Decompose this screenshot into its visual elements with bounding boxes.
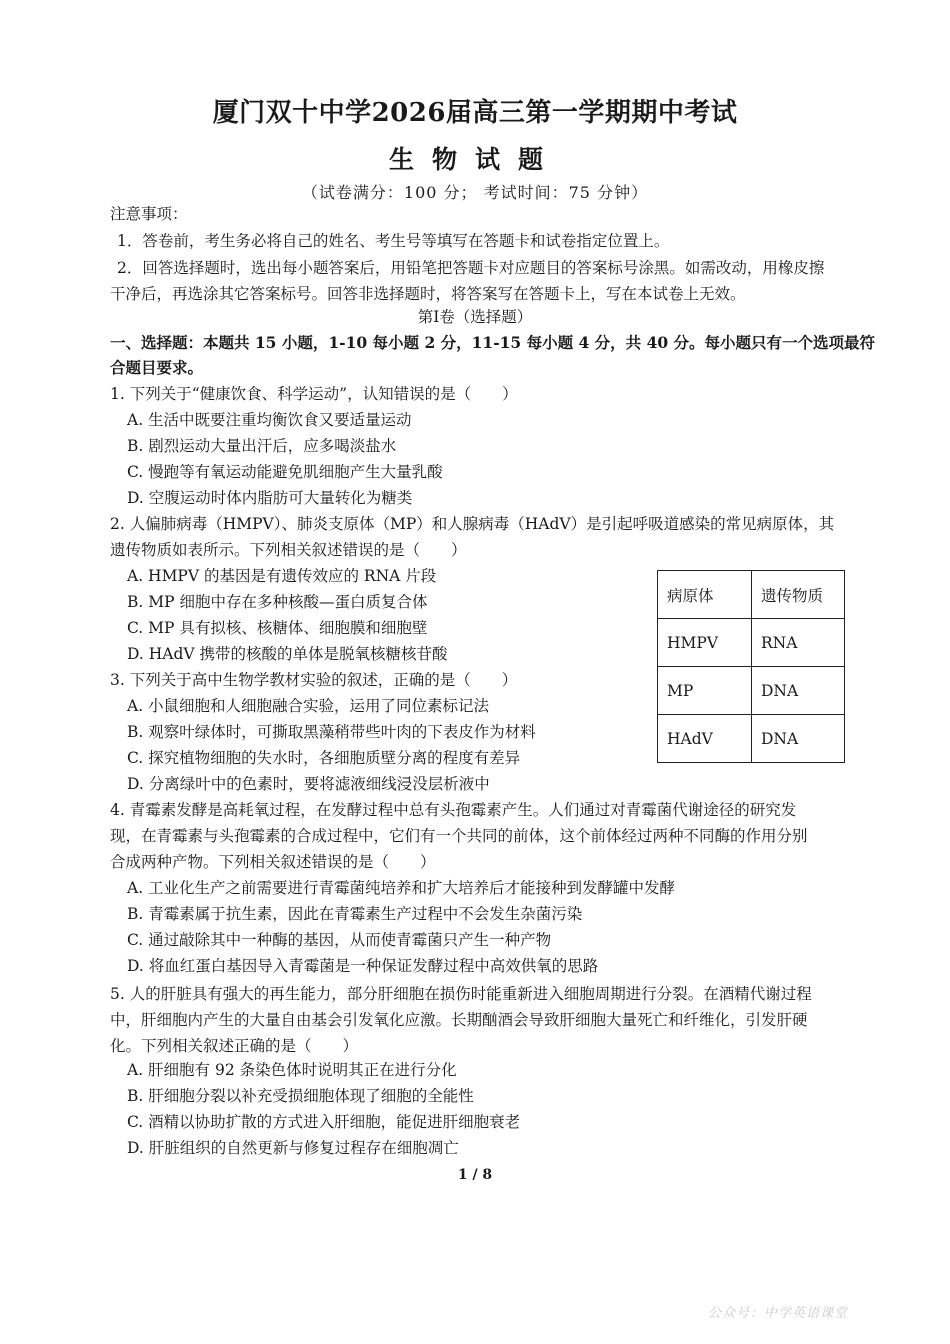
section-instructions-line-2: 合题目要求。 [110,358,204,377]
question-2-option-b: B. MP 细胞中存在多种核酸—蛋白质复合体 [127,593,428,611]
exam-info: （试卷满分：100 分； 考试时间：75 分钟） [301,183,649,202]
notes-item-1: 1．答卷前，考生务必将自己的姓名、考生号等填写在答题卡和试卷指定位置上。 [117,232,670,250]
question-4-stem-line-3: 合成两种产物。下列相关叙述错误的是（ ） [110,853,436,871]
question-5-stem-line-3: 化。下列相关叙述正确的是（ ） [110,1037,359,1055]
question-4-option-a: A. 工业化生产之前需要进行青霉菌纯培养和扩大培养后才能接种到发酵罐中发酵 [127,879,676,897]
question-5-option-a: A. 肝细胞有 92 条染色体时说明其正在进行分化 [127,1061,457,1079]
question-3-stem: 3. 下列关于高中生物学教材实验的叙述，正确的是（ ） [110,671,518,689]
page-number: 1 / 8 [457,1167,493,1183]
table-header-row [658,571,845,619]
question-3-option-b: B. 观察叶绿体时，可撕取黑藻稍带些叶肉的下表皮作为材料 [127,723,536,741]
question-1-option-d: D. 空腹运动时体内脂肪可大量转化为糖类 [127,489,413,507]
section-instructions-line-1: 一、选择题：本题共 15 小题，1-10 每小题 2 分，11-15 每小题 4 分，共 40 分。每小题只有一个选项最符 [110,333,876,352]
notes-item-2-line-2: 干净后，再选涂其它答案标号。回答非选择题时，将答案写在答题卡上，写在本试卷上无效。 [110,285,746,303]
table-header-cell: 遗传物质 [752,571,845,619]
question-5-option-b: B. 肝细胞分裂以补充受损细胞体现了细胞的全能性 [127,1087,474,1105]
table-row [658,715,845,763]
question-1-option-a: A. 生活中既要注重均衡饮食又要适量运动 [127,411,412,429]
subject-title: 生物试题 [388,145,561,174]
table-cell: DNA [752,715,845,763]
question-5-stem-line-1: 5. 人的肝脏具有强大的再生能力，部分肝细胞在损伤时能重新进入细胞周期进行分裂。在酒精代谢过程 [110,985,812,1003]
table-row [658,619,845,667]
table-cell: HAdV [658,715,752,763]
notes-heading: 注意事项： [110,205,188,223]
question-3-option-c: C. 探究植物细胞的失水时，各细胞质壁分离的程度有差异 [127,749,521,767]
question-3-option-a: A. 小鼠细胞和人细胞融合实验，运用了同位素标记法 [127,697,490,715]
question-4-option-d: D. 将血红蛋白基因导入青霉菌是一种保证发酵过程中高效供氧的思路 [127,957,599,975]
notes-item-2-line-1: 2．回答选择题时，选出每小题答案后，用铅笔把答题卡对应题目的答案标号涂黑。如需改动，用橡皮擦 [117,259,825,277]
question-4-option-c: C. 通过敲除其中一种酶的基因，从而使青霉菌只产生一种产物 [127,931,552,949]
question-1-option-b: B. 剧烈运动大量出汗后，应多喝淡盐水 [127,437,397,455]
table-header-cell: 病原体 [658,571,752,619]
question-1-option-c: C. 慢跑等有氧运动能避免肌细胞产生大量乳酸 [127,463,443,481]
watermark: 公众号：中学英语课堂 [708,1306,849,1321]
pathogen-genetic-material-table [657,570,845,763]
table-row [658,667,845,715]
question-5-stem-line-2: 中，肝细胞内产生的大量自由基会引发氧化应激。长期酗酒会导致肝细胞大量死亡和纤维化，引发肝硬 [110,1011,808,1029]
question-4-stem-line-2: 现，在青霉素与头孢霉素的合成过程中，它们有一个共同的前体，这个前体经过两种不同酶的作用分别 [110,827,808,845]
question-2-stem-line-2: 遗传物质如表所示。下列相关叙述错误的是（ ） [110,541,467,559]
question-2-option-c: C. MP 具有拟核、核糖体、细胞膜和细胞壁 [127,619,428,637]
table-cell: HMPV [658,619,752,667]
question-5-option-d: D. 肝脏组织的自然更新与修复过程存在细胞凋亡 [127,1139,459,1157]
volume-heading: 第Ⅰ卷（选择题） [417,308,533,326]
exam-title: 厦门双十中学2026届高三第一学期期中考试 [212,98,738,128]
question-2-option-d: D. HAdV 携带的核酸的单体是脱氧核糖核苷酸 [127,645,448,663]
question-4-option-b: B. 青霉素属于抗生素，因此在青霉素生产过程中不会发生杂菌污染 [127,905,583,923]
question-1-stem: 1. 下列关于“健康饮食、科学运动”，认知错误的是（ ） [110,385,518,403]
question-2-option-a: A. HMPV 的基因是有遗传效应的 RNA 片段 [127,567,437,585]
question-2-stem-line-1: 2. 人偏肺病毒（HMPV）、肺炎支原体（MP）和人腺病毒（HAdV）是引起呼吸道感染的常见病原体，其 [110,515,835,533]
table-cell: RNA [752,619,845,667]
question-4-stem-line-1: 4. 青霉素发酵是高耗氧过程，在发酵过程中总有头孢霉素产生。人们通过对青霉菌代谢途径的研究发 [110,801,797,819]
question-5-option-c: C. 酒精以协助扩散的方式进入肝细胞，能促进肝细胞衰老 [127,1113,521,1131]
question-3-option-d: D. 分离绿叶中的色素时，要将滤液细线浸没层析液中 [127,775,490,793]
table-cell: MP [658,667,752,715]
table-cell: DNA [752,667,845,715]
